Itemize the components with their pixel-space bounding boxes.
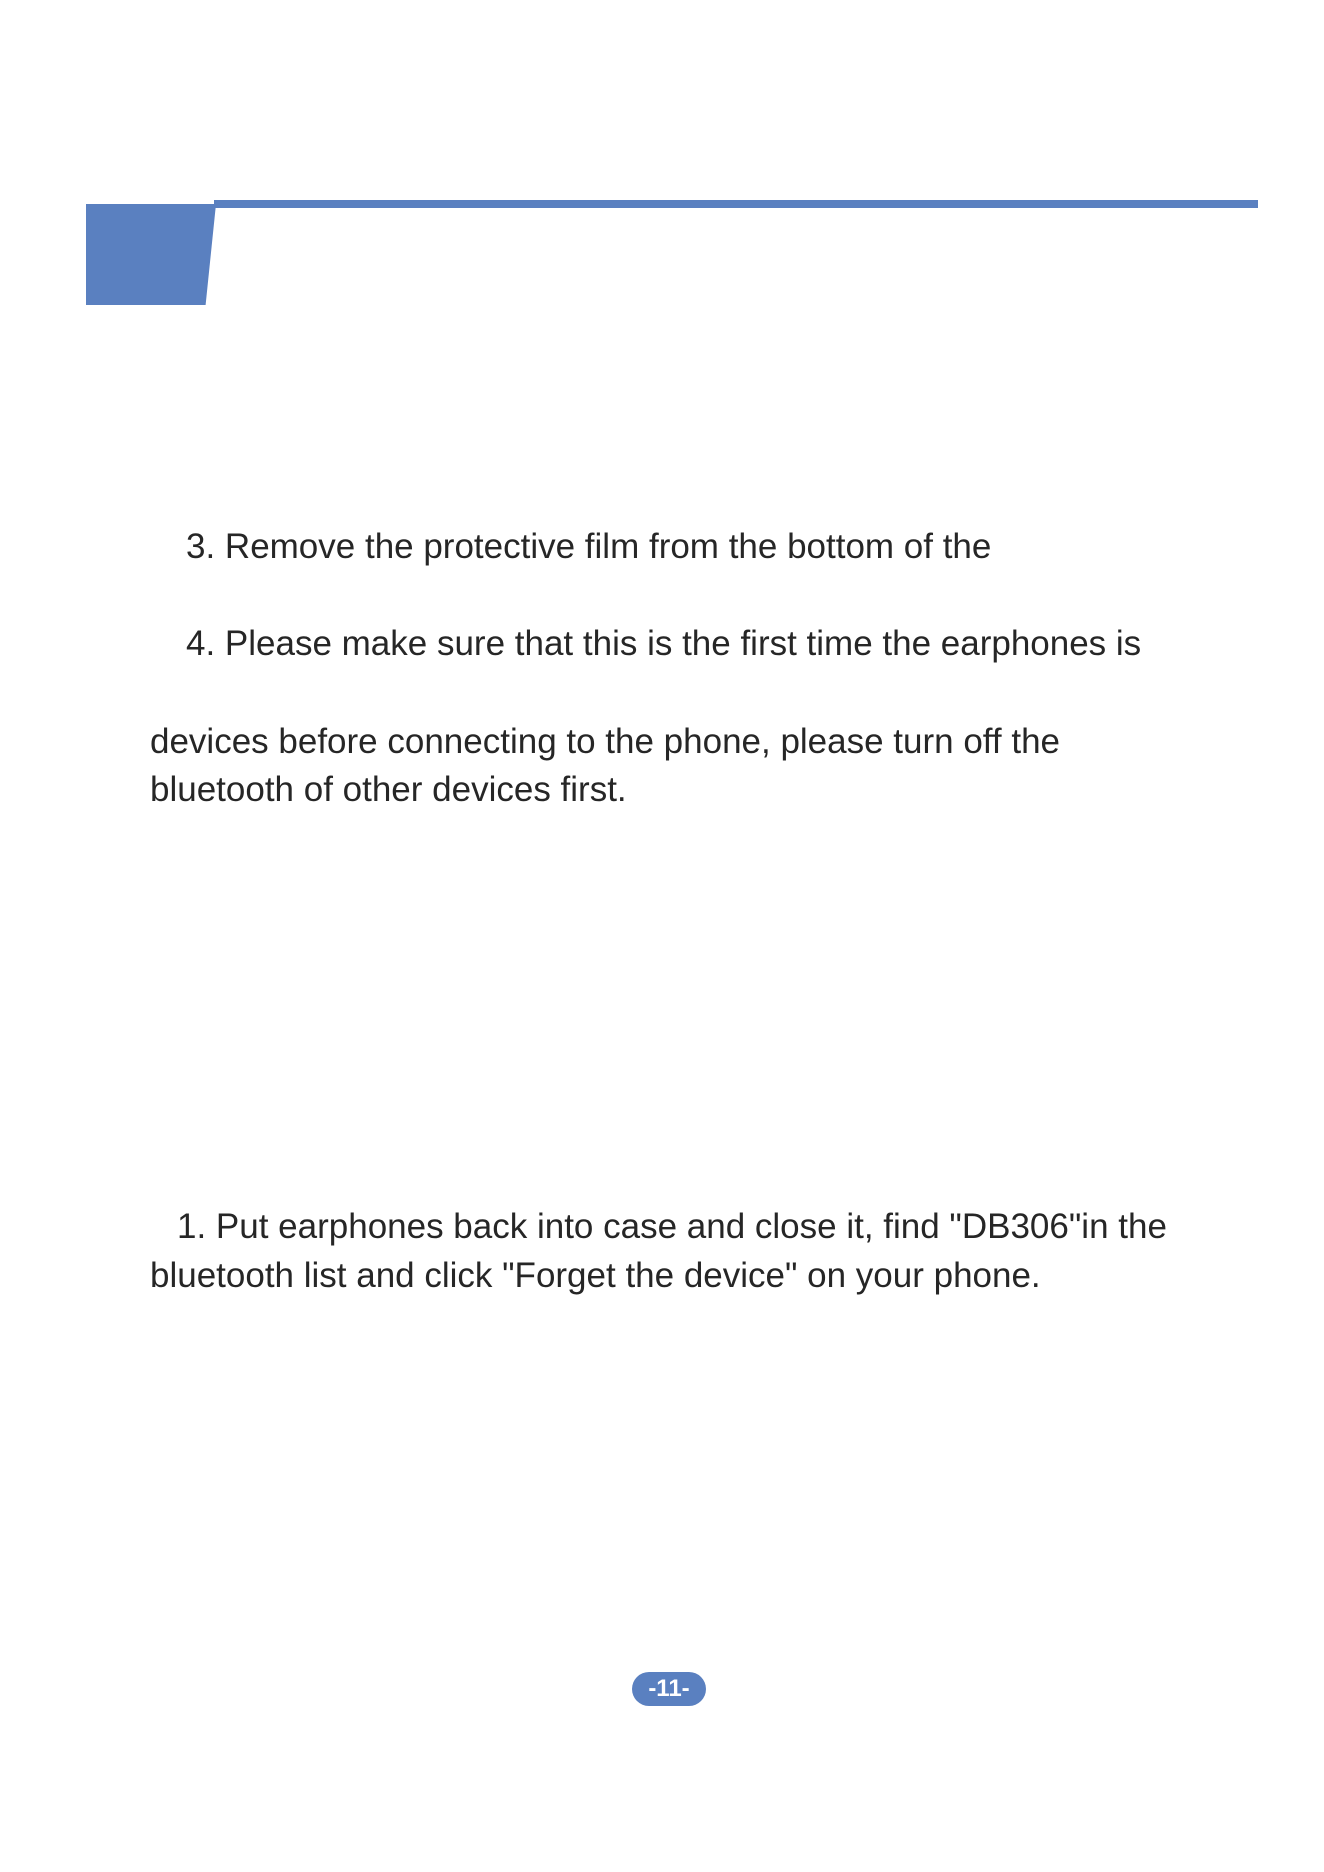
step-4-continuation-2: bluetooth of other devices first. [150,770,627,809]
reset-step-1-line-2: bluetooth list and click "Forget the device" on your phone. [150,1256,1041,1295]
header-rule [214,200,1258,208]
step-4-continuation-1: devices before connecting to the phone, please turn off the [150,722,1060,761]
step-4-text: 4. Please make sure that this is the first time the earphones is [186,624,1142,663]
reset-step-1-line-1: 1. Put earphones back into case and close it, find "DB306"in the [177,1207,1167,1246]
step-3-text: 3. Remove the protective film from the bottom of the [186,527,992,566]
header-tab [86,204,216,305]
page-number: -11- [632,1672,706,1706]
